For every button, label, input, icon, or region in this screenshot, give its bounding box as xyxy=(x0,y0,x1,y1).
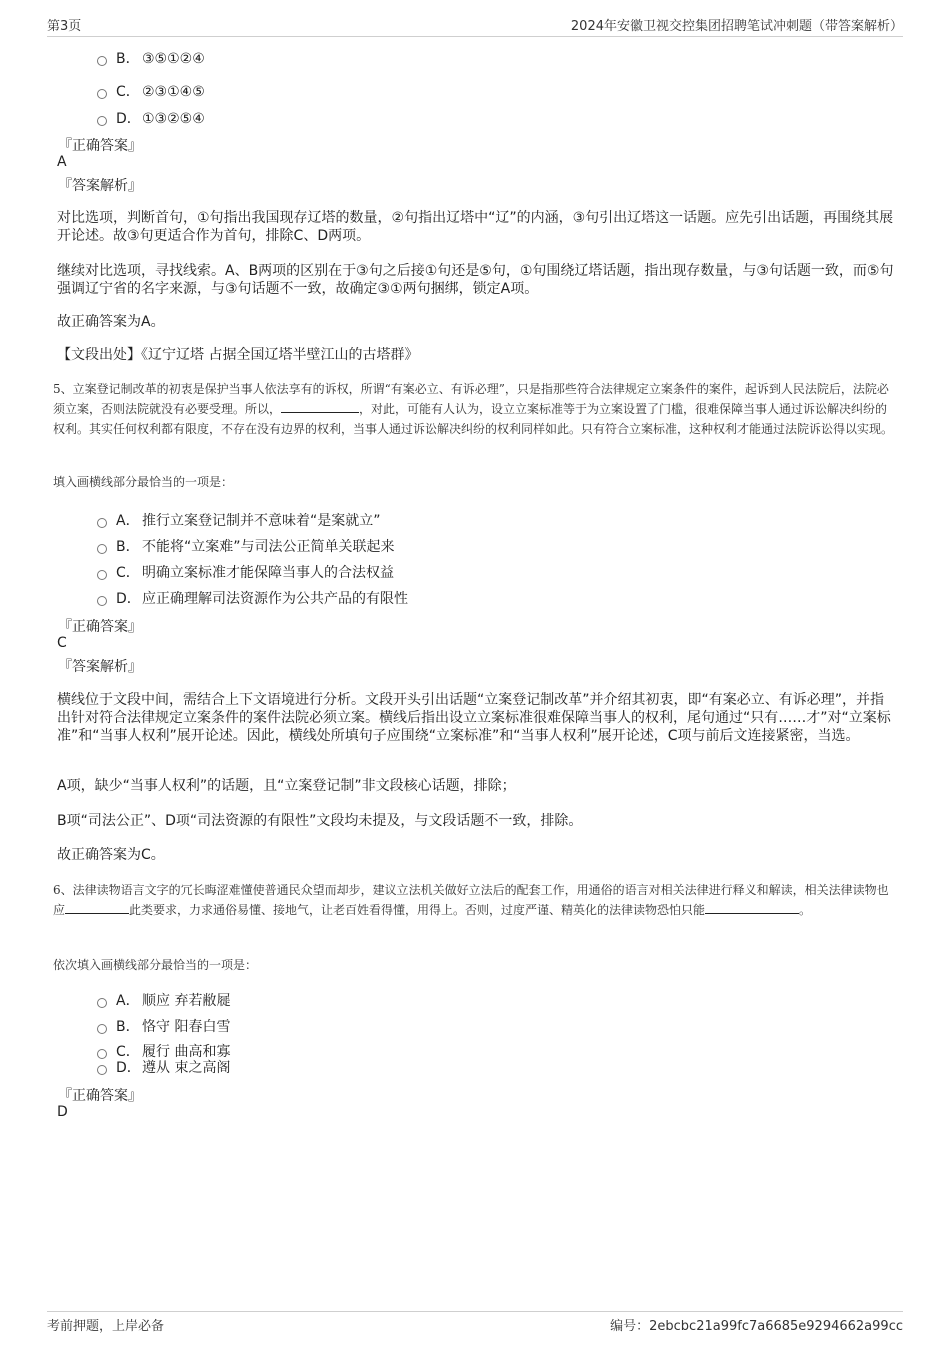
q4-option-d[interactable] xyxy=(97,108,205,128)
q5-answer-heading: 『正确答案』 xyxy=(58,619,142,635)
q5-option-a[interactable] xyxy=(97,510,381,530)
option-label: C． xyxy=(116,1044,140,1060)
q5-blank xyxy=(281,400,359,413)
q5-analysis-paragraph-4: 故正确答案为C。 xyxy=(57,847,165,863)
option-label: B． xyxy=(116,1019,140,1035)
option-label: B． xyxy=(116,539,140,555)
option-label: B． xyxy=(116,51,140,67)
q5-option-d[interactable] xyxy=(97,588,408,608)
document-title: 2024年安徽卫视交控集团招聘笔试冲刺题（带答案解析） xyxy=(570,19,903,34)
q6-answer-heading: 『正确答案』 xyxy=(58,1088,142,1104)
q6-option-b[interactable] xyxy=(97,1016,230,1036)
q5-prompt: 填入画横线部分最恰当的一项是： xyxy=(53,475,234,489)
option-text: ①③②⑤④ xyxy=(142,111,205,127)
radio-icon[interactable] xyxy=(97,596,107,606)
q4-option-c[interactable] xyxy=(97,81,205,101)
option-text: 恪守 阳春白雪 xyxy=(142,1019,231,1035)
q4-analysis-heading: 『答案解析』 xyxy=(58,178,142,194)
option-text: 应正确理解司法资源作为公共产品的有限性 xyxy=(142,591,408,607)
option-text: 明确立案标准才能保障当事人的合法权益 xyxy=(142,565,394,581)
page-footer xyxy=(47,1311,903,1338)
q6-stem-end: 。 xyxy=(799,903,812,917)
q4-analysis-paragraph-1: 对比选项，判断首句，①句指出我国现存辽塔的数量，②句指出辽塔中“辽”的内涵，③句引出辽塔这一话题。应先引出话题，再围绕其展开论述。故③句更适合作为首句，排除C、D两项。 xyxy=(57,210,894,244)
code-label: 编号： xyxy=(610,1319,650,1334)
q5-analysis-paragraph-1: 横线位于文段中间，需结合上下文语境进行分析。文段开头引出话题“立案登记制改革”并介绍其初衷，即“有案必立、有诉必理”，并指出针对符合法律规定立案条件的案件法院必须立案。横线后指出设立立案标准很难保障当事人的权利，尾句通过“只有……才”对“立案标准”和“当事人权利”展开论述。因此，横线处所填句子应围绕“立案标准”和“当事人权利”展开论述，C项与前后文连接紧密，当选。 xyxy=(57,692,891,744)
option-label: A． xyxy=(116,513,140,529)
radio-icon[interactable] xyxy=(97,56,107,66)
q4-answer: A xyxy=(57,154,67,170)
option-text: ③⑤①②④ xyxy=(142,51,205,67)
q6-option-d[interactable] xyxy=(97,1057,230,1077)
option-text: 顺应 弃若敝屣 xyxy=(142,993,231,1009)
option-text: 推行立案登记制并不意味着“是案就立” xyxy=(142,513,381,529)
q6-prompt: 依次填入画横线部分最恰当的一项是： xyxy=(53,958,258,972)
radio-icon[interactable] xyxy=(97,89,107,99)
page-header xyxy=(47,14,903,37)
q6-option-a[interactable] xyxy=(97,990,230,1010)
q6-stem xyxy=(53,880,898,920)
radio-icon[interactable] xyxy=(97,116,107,126)
q5-stem-after: ，对此，可能有人认为，设立立案标准等于为立案设置了门槛，很难保障当事人通过诉讼解决纠纷的权利。其实任何权利都有限度，不存在没有边界的权利，当事人通过诉讼解决纠纷的权利同样如此。只有符合立案标准，这种权利才能通过法院诉讼得以实现。 xyxy=(53,402,894,436)
radio-icon[interactable] xyxy=(97,570,107,580)
q6-stem-before: 6、法律读物语言文字的冗长晦涩难懂使普通民众望而却步，建议立法机关做好立法后的配套工作，用通俗的语言对相关法律进行释义和解读，相关法律读物也应 xyxy=(53,883,889,917)
q5-answer: C xyxy=(57,635,67,651)
q6-blank-1 xyxy=(65,901,129,914)
option-text: 履行 曲高和寡 xyxy=(142,1044,231,1060)
q5-analysis-paragraph-3: B项“司法公正”、D项“司法资源的有限性”文段均未提及，与文段话题不一致，排除。 xyxy=(57,813,583,829)
radio-icon[interactable] xyxy=(97,1024,107,1034)
q4-answer-heading: 『正确答案』 xyxy=(58,138,142,154)
q6-blank-2 xyxy=(705,901,799,914)
radio-icon[interactable] xyxy=(97,1065,107,1075)
option-label: D． xyxy=(116,111,141,127)
option-label: C． xyxy=(116,565,140,581)
page-number: 第3页 xyxy=(47,19,82,34)
option-text: 不能将“立案难”与司法公正简单关联起来 xyxy=(142,539,395,555)
q4-source: 【文段出处】《辽宁辽塔 占据全国辽塔半壁江山的古塔群》 xyxy=(57,347,419,363)
q6-stem-middle: 此类要求，力求通俗易懂、接地气，让老百姓看得懂，用得上。否则，过度严谨、精英化的法律读物恐怕只能 xyxy=(129,903,706,917)
option-label: A． xyxy=(116,993,140,1009)
q5-option-c[interactable] xyxy=(97,562,394,582)
option-text: ②③①④⑤ xyxy=(142,84,205,100)
q4-option-b[interactable] xyxy=(97,48,205,68)
footer-slogan: 考前押题，上岸必备 xyxy=(47,1319,165,1334)
document-code xyxy=(610,1315,903,1334)
q5-analysis-paragraph-2: A项，缺少“当事人权利”的话题，且“立案登记制”非文段核心话题，排除； xyxy=(57,778,516,794)
radio-icon[interactable] xyxy=(97,518,107,528)
radio-icon[interactable] xyxy=(97,998,107,1008)
option-text: 遵从 束之高阁 xyxy=(142,1060,231,1076)
q5-analysis-heading: 『答案解析』 xyxy=(58,659,142,675)
q5-stem-before: 5、立案登记制改革的初衷是保护当事人依法享有的诉权，所谓“有案必立、有诉必理”，只是指那些符合法律规定立案条件的案件，起诉到人民法院后，法院必须立案，否则法院就没有必要受理。所以， xyxy=(53,382,889,416)
q4-analysis-paragraph-3: 故正确答案为A。 xyxy=(57,314,165,330)
radio-icon[interactable] xyxy=(97,544,107,554)
code-value: 2ebcbc21a99fc7a6685e9294662a99cc xyxy=(649,1319,903,1334)
q5-option-b[interactable] xyxy=(97,536,395,556)
q6-answer: D xyxy=(57,1104,68,1120)
option-label: D． xyxy=(116,1060,141,1076)
q5-stem xyxy=(53,379,898,439)
q4-analysis-paragraph-2: 继续对比选项，寻找线索。A、B两项的区别在于③句之后接①句还是⑤句，①句围绕辽塔话题，指出现存数量，与③句话题一致，而⑤句强调辽宁省的名字来源，与③句话题不一致，故确定③①两句捆绑，锁定A项。 xyxy=(57,263,894,297)
option-label: C． xyxy=(116,84,140,100)
option-label: D． xyxy=(116,591,141,607)
